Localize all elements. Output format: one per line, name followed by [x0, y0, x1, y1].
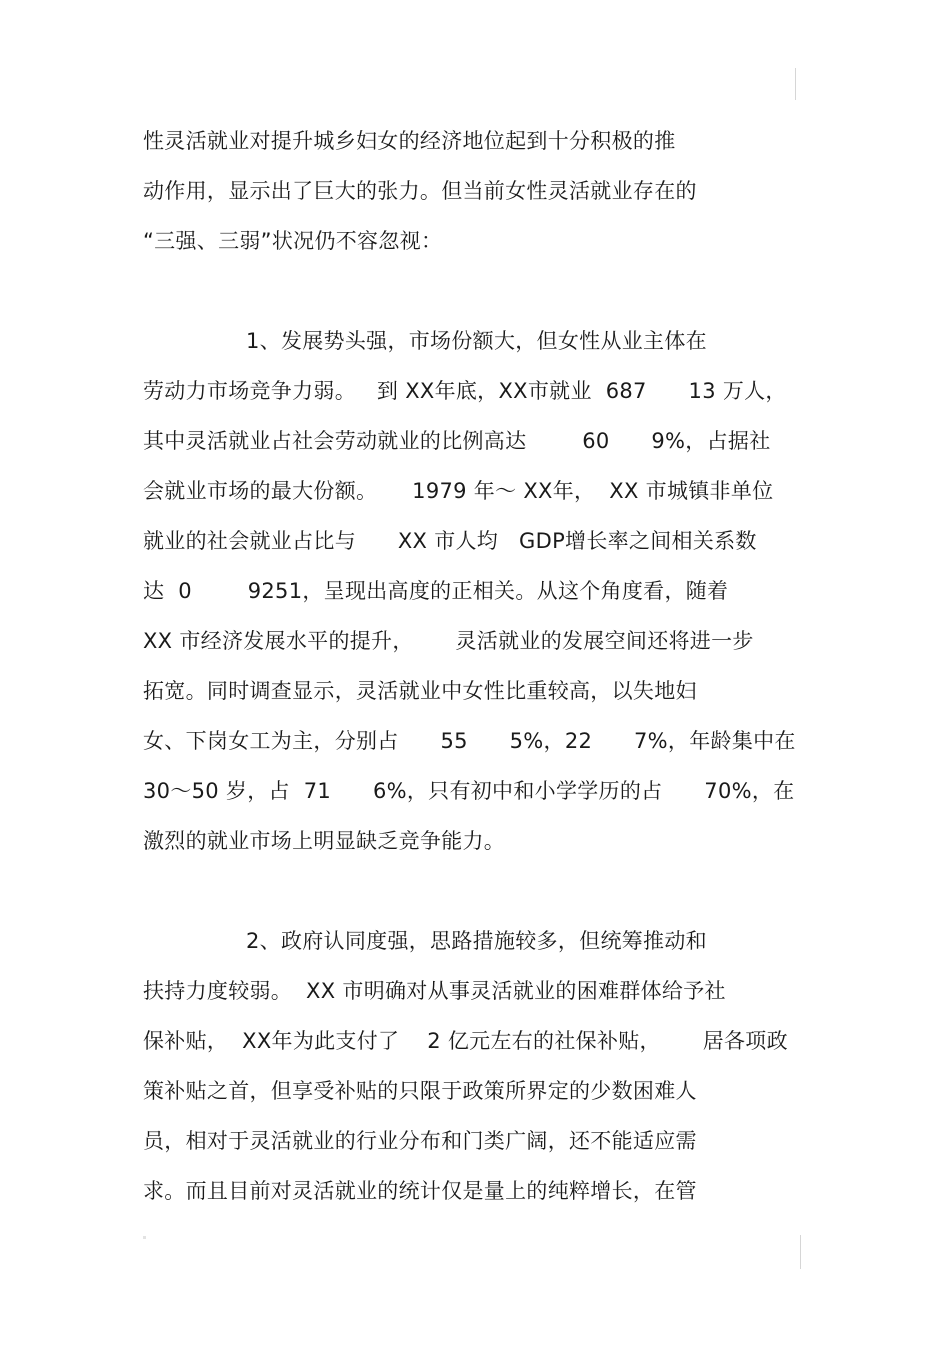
paragraph-line: 女、下岗女工为主，分别占 55 5%，22 7%，年龄集中在 [143, 729, 796, 753]
paragraph-line: 达 0 9251，呈现出高度的正相关。从这个角度看，随着 [143, 579, 729, 603]
paragraph-line: 性灵活就业对提升城乡妇女的经济地位起到十分积极的推 [143, 129, 676, 153]
paragraph-line: “三强、三弱”状况仍不容忽视： [143, 229, 443, 253]
page-corner-mark [143, 1236, 146, 1239]
paragraph-line: 会就业市场的最大份额。 1979 年～ XX年， XX 市城镇非单位 [143, 479, 774, 503]
section-heading-line: 2、政府认同度强，思路措施较多，但统筹推动和 [246, 929, 707, 953]
paragraph-line: 劳动力市场竞争力弱。 到 XX年底，XX市就业 687 13 万人， [143, 379, 787, 403]
paragraph-line: 激烈的就业市场上明显缺乏竞争能力。 [143, 829, 506, 853]
paragraph-line: 员，相对于灵活就业的行业分布和门类广阔，还不能适应需 [143, 1129, 697, 1153]
page-edge-mark [800, 1235, 801, 1269]
paragraph-line: 就业的社会就业占比与 XX 市人均 GDP增长率之间相关系数 [143, 529, 757, 553]
paragraph-line: 保补贴， XX年为此支付了 2 亿元左右的社保补贴， 居各项政 [143, 1029, 788, 1053]
paragraph-line: 策补贴之首，但享受补贴的只限于政策所界定的少数困难人 [143, 1079, 697, 1103]
paragraph-line: 30～50 岁，占 71 6%，只有初中和小学学历的占 70%，在 [143, 779, 795, 803]
page-edge-mark [795, 68, 796, 100]
section-heading-line: 1、发展势头强，市场份额大，但女性从业主体在 [246, 329, 707, 353]
paragraph-line: 求。而且目前对灵活就业的统计仅是量上的纯粹增长，在管 [143, 1179, 697, 1203]
paragraph-line: 扶持力度较弱。 XX 市明确对从事灵活就业的困难群体给予社 [143, 979, 726, 1003]
paragraph-line: 动作用，显示出了巨大的张力。但当前女性灵活就业存在的 [143, 179, 697, 203]
paragraph-line: 其中灵活就业占社会劳动就业的比例高达 60 9%，占据社 [143, 429, 771, 453]
paragraph-line: 拓宽。同时调查显示，灵活就业中女性比重较高，以失地妇 [143, 679, 697, 703]
paragraph-line: XX 市经济发展水平的提升， 灵活就业的发展空间还将进一步 [143, 629, 754, 653]
